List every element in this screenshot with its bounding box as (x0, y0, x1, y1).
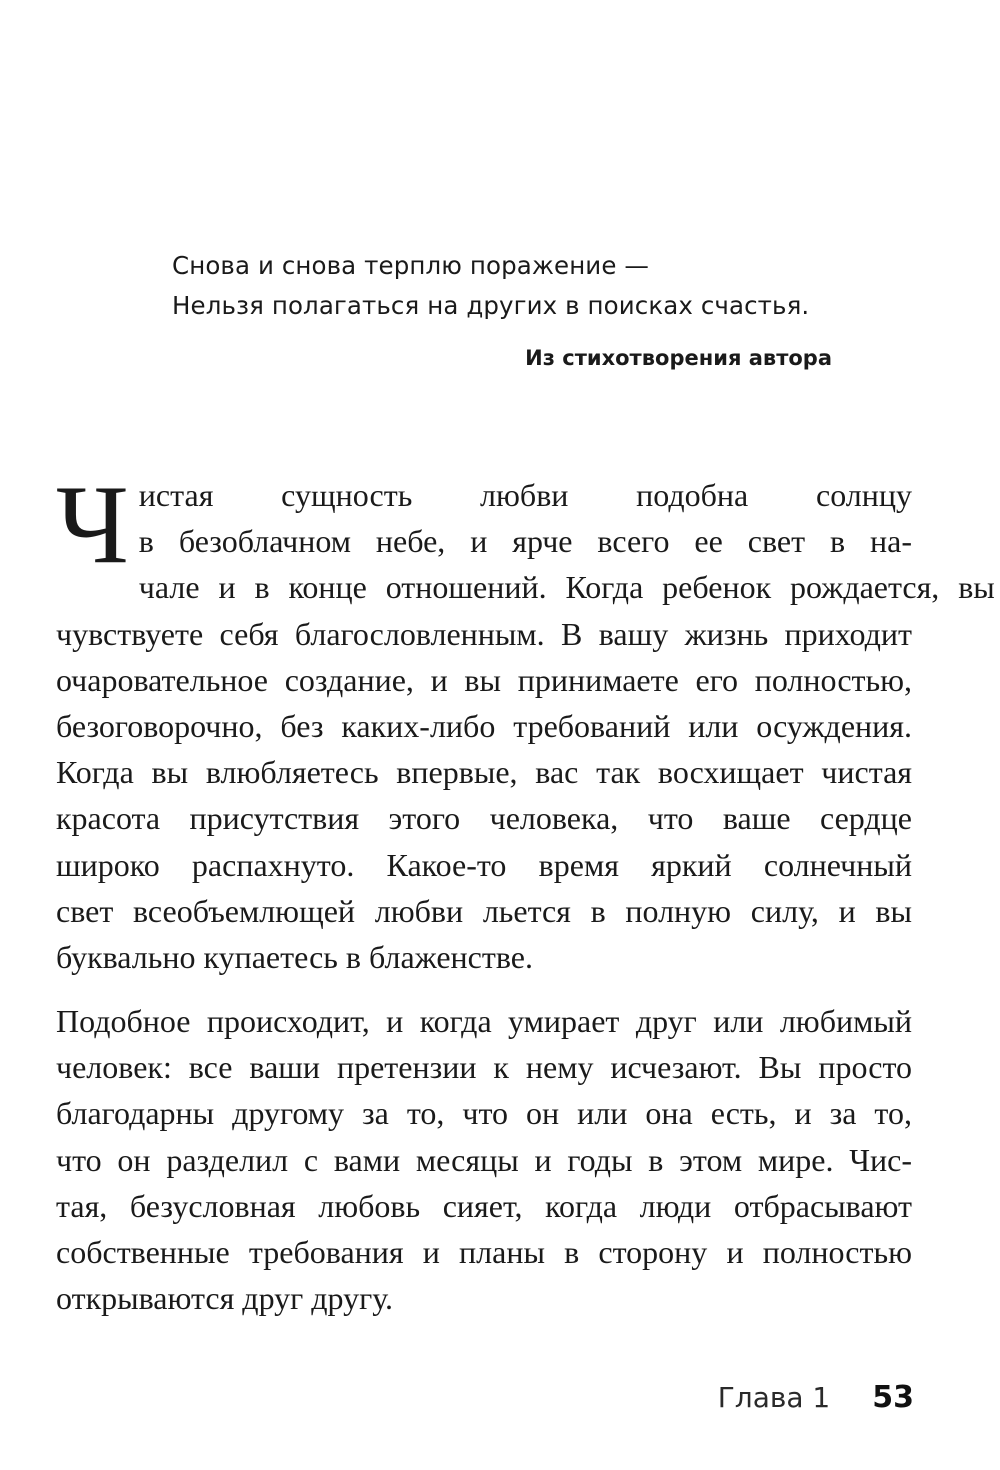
paragraph-2 (56, 998, 912, 1321)
paragraph-2-line-6: собственные требования и планы в сторону и полностью (56, 1234, 912, 1271)
drop-cap: Ч (56, 463, 129, 587)
paragraph-1-line-11: буквально купаетесь в блаженстве. (56, 939, 533, 976)
paragraph-1-line-3: чале и в конце отношений. Когда ребенок рождается, вы (138, 569, 995, 606)
epigraph-line-2: Нельзя полагаться на других в поисках счастья. (172, 291, 810, 320)
paragraph-1-line-7: Когда вы влюбляетесь впервые, вас так восхищает чистая (56, 754, 912, 791)
paragraph-1 (56, 463, 995, 980)
paragraph-1-line-1: истая сущность любви подобна солнцу (138, 477, 912, 513)
paragraph-2-line-7: открываются друг другу. (56, 1280, 394, 1317)
paragraph-1-line-10: свет всеобъемлющей любви льется в полную силу, и вы (56, 892, 912, 929)
epigraph (172, 246, 832, 326)
paragraph-2-line-5: тая, безусловная любовь сияет, когда люди отбрасывают (56, 1187, 912, 1224)
paragraph-1-line-6: безоговорочно, без каких-либо требований или осуждения. (56, 708, 912, 745)
paragraph-1-line-8: красота присутствия этого человека, что ваше сердце (56, 800, 912, 837)
page-number: 53 (872, 1380, 914, 1415)
paragraph-2-line-3: благодарны другому за то, что он или она есть, и за то, (56, 1095, 912, 1132)
page-footer (718, 1380, 914, 1415)
epigraph-line-1: Снова и снова терплю поражение — (172, 251, 649, 280)
paragraph-2-line-1: Подобное происходит, и когда умирает друг или любимый (56, 1003, 912, 1039)
epigraph-attribution: Из стихотворения автора (525, 346, 832, 370)
paragraph-1-line-9: широко распахнуто. Какое-то время яркий солнечный (56, 846, 912, 883)
paragraph-1-line-4: чувствуете себя благословленным. В вашу жизнь приходит (56, 615, 912, 652)
chapter-label: Глава 1 (717, 1381, 831, 1414)
paragraph-1-line-5: очаровательное создание, и вы принимаете его полностью, (56, 661, 912, 698)
paragraph-1-line-2: в безоблачном небе, и ярче всего ее свет в на- (138, 523, 912, 560)
paragraph-2-line-4: что он разделил с вами месяцы и годы в этом мире. Чис- (56, 1141, 912, 1178)
paragraph-2-line-2: человек: все ваши претензии к нему исчезают. Вы просто (56, 1049, 912, 1086)
